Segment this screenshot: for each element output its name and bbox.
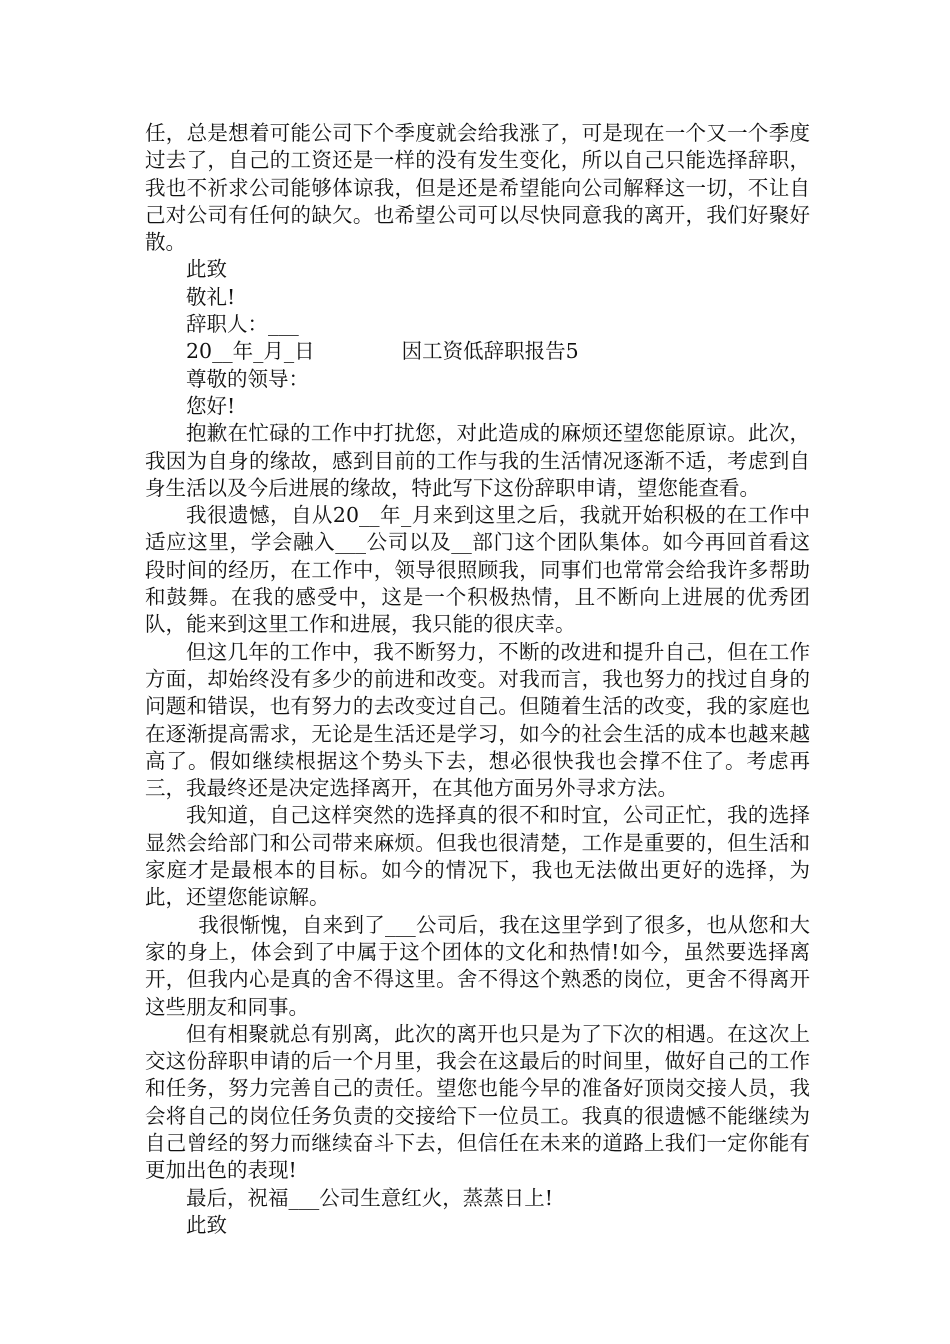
paragraph-effort: 但这几年的工作中，我不断努力，不断的改进和提升自己，但在工作方面，却始终没有多少的前进和改变。对我而言，我也努力的找过自身的问题和错误，也有努力的去改变过自己。但随着生活的改变，我的家庭也在逐渐提高需求，无论是生活还是学习，如今的社会生活的成本也越来越高了。假如继续根据这个势头下去，想必很快我也会撑不住了。考虑再三，我最终还是决定选择离开，在其他方面另外寻求方法。	[145, 639, 810, 801]
letter-greeting-recipient: 尊敬的领导：	[186, 366, 309, 391]
paragraph-blessing: 最后，祝福___公司生意红火，蒸蒸日上!	[186, 1185, 553, 1210]
paragraph-regret: 我很遗憾，自从20__年_月来到这里之后，我就开始积极的在工作中适应这里，学会融入___公司以及__部门这个团队集体。如今再回首看这段时间的经历，在工作中，领导很照顾我，同事们也常常会给我许多帮助和鼓舞。在我的感受中，这是一个积极热情，且不断向上进展的优秀团队，能来到这里工作和进展，我只能的很庆幸。	[145, 503, 810, 637]
closing-regards: 敬礼!	[186, 284, 236, 309]
section-heading: 因工资低辞职报告5	[401, 339, 579, 364]
signature-line: 辞职人：___	[186, 312, 299, 337]
letter-greeting: 您好!	[186, 393, 236, 418]
paragraph-gratitude: 我很惭愧，自来到了___公司后，我在这里学到了很多，也从您和大家的身上，体会到了中属于这个团体的文化和热情!如今，虽然要选择离开，但我内心是真的舍不得这里。舍不得这个熟悉的岗位，更舍不得离开这些朋友和同事。	[145, 912, 810, 1019]
paragraph-farewell: 但有相聚就总有别离，此次的离开也只是为了下次的相遇。在这次上交这份辞职申请的后一个月里，我会在这最后的时间里，做好自己的工作和任务，努力完善自己的责任。望您也能今早的准备好顶岗交接人员，我会将自己的岗位任务负责的交接给下一位员工。我真的很遗憾不能继续为自己曾经的努力而继续奋斗下去，但信任在未来的道路上我们一定你能有更加出色的表现!	[145, 1021, 810, 1183]
paragraph-continuation: 任，总是想着可能公司下个季度就会给我涨了，可是现在一个又一个季度过去了，自己的工资还是一样的没有发生变化，所以自己只能选择辞职，我也不祈求公司能够体谅我，但是还是希望能向公司解释这一切，不让自己对公司有任何的缺欠。也希望公司可以尽快同意我的离开，我们好聚好散。	[145, 121, 810, 255]
closing-salutation-final: 此致	[186, 1212, 227, 1237]
paragraph-apology: 抱歉在忙碌的工作中打扰您，对此造成的麻烦还望您能原谅。此次，我因为自身的缘故，感到目前的工作与我的生活情况逐渐不适，考虑到自身生活以及今后进展的缘故，特此写下这份辞职申请，望您能查看。	[145, 421, 810, 500]
document-body	[145, 120, 810, 1239]
date-line: 20__年_月_日	[186, 339, 315, 364]
paragraph-timing: 我知道，自己这样突然的选择真的很不和时宜，公司正忙，我的选择显然会给部门和公司带来麻烦。但我也很清楚，工作是重要的，但生活和家庭才是最根本的目标。如今的情况下，我也无法做出更好的选择，为此，还望您能谅解。	[145, 803, 810, 910]
closing-salutation: 此致	[186, 257, 227, 282]
date-and-heading-line	[145, 338, 810, 365]
